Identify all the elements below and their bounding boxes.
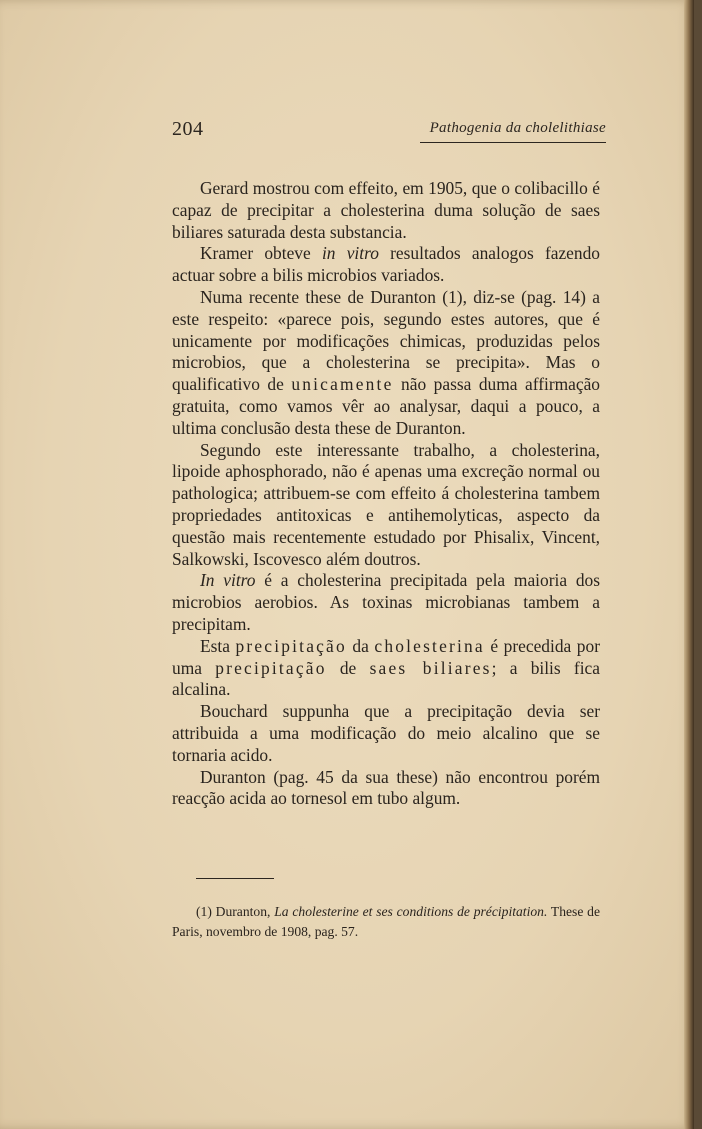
footnote-rule bbox=[196, 878, 274, 879]
paragraph bbox=[172, 636, 600, 701]
spaced-run: cholesterina bbox=[374, 635, 485, 656]
text-run: Kramer obteve bbox=[200, 243, 322, 264]
text-run: é a cholesterina precipitada pela maioria dos microbios aerobios. As toxinas microbianas tambem a precipitam. bbox=[172, 570, 600, 634]
paragraph bbox=[172, 178, 600, 243]
page-edge bbox=[684, 0, 694, 1129]
text-run: Bouchard suppunha que a precipitação devia ser attribuida a uma modificação do meio alcalino que se tornaria acido. bbox=[172, 701, 600, 765]
text-run: resultados analogos fazendo actuar sobre a bilis microbios variados. bbox=[172, 243, 600, 286]
paragraph bbox=[172, 767, 600, 811]
header-rule bbox=[420, 142, 606, 143]
spaced-run: precipitação bbox=[215, 657, 327, 678]
text-run: Numa recente these de Duranton (1), diz-se (pag. 14) a este respeito: «parece pois, segundo estes autores, que é unicamente por modificações chimicas, produzidas pelos microbios, que a cholesterina se precipita». Mas o qualificativo de bbox=[172, 286, 600, 395]
text-run: Segundo este interessante trabalho, a cholesterina, lipoide aphosphorado, não é apenas uma excreção normal ou pathologica; attribuem-se com effeito á cholesterina tambem propriedades antitoxicas e antihemolyticas, aspecto da questão mais recentemente estudado por Phisalix, Vincent, Salkowski, Iscovesco além doutros. bbox=[172, 439, 600, 569]
paragraph bbox=[172, 287, 600, 440]
paragraph bbox=[172, 570, 600, 635]
spaced-run: saes biliares bbox=[369, 657, 492, 678]
text-run: Duranton (pag. 45 da sua these) não encontrou porém reacção acida ao tornesol em tubo algum. bbox=[172, 766, 600, 809]
paragraph bbox=[172, 440, 600, 571]
running-title: Pathogenia da cholelithiase bbox=[429, 120, 606, 136]
paragraph bbox=[172, 243, 600, 287]
body-text bbox=[172, 178, 600, 810]
text-run: ; a bilis fica alcalina. bbox=[172, 657, 600, 700]
page-header bbox=[172, 118, 606, 148]
footnote bbox=[172, 902, 600, 942]
page-number: 204 bbox=[172, 118, 204, 140]
spaced-run: precipitação bbox=[235, 635, 347, 656]
text-run: Esta bbox=[200, 635, 236, 656]
text-run: não passa duma affirmação gratuita, como vamos vêr ao analysar, daqui a pouco, a ultima conclusão desta these de Duranton. bbox=[172, 374, 601, 438]
footnote-text bbox=[172, 902, 600, 942]
text-run: (1) Duranton, bbox=[196, 904, 275, 919]
text-run: de bbox=[326, 657, 370, 678]
text-run: é precedida por uma bbox=[172, 635, 600, 678]
text-run: Gerard mostrou com effeito, em 1905, que o colibacillo é capaz de precipitar a cholesterina duma solução de saes biliares saturada desta substancia. bbox=[172, 178, 600, 242]
italic-run: In vitro bbox=[200, 570, 256, 591]
paragraph bbox=[172, 701, 600, 766]
italic-run: La cholesterine et ses conditions de précipitation. bbox=[274, 904, 548, 919]
italic-run: in vitro bbox=[321, 243, 379, 264]
text-run: These de Paris, novembro de 1908, pag. 57. bbox=[172, 904, 600, 939]
spaced-run: unicamente bbox=[291, 374, 394, 395]
text-run: da bbox=[346, 635, 375, 656]
